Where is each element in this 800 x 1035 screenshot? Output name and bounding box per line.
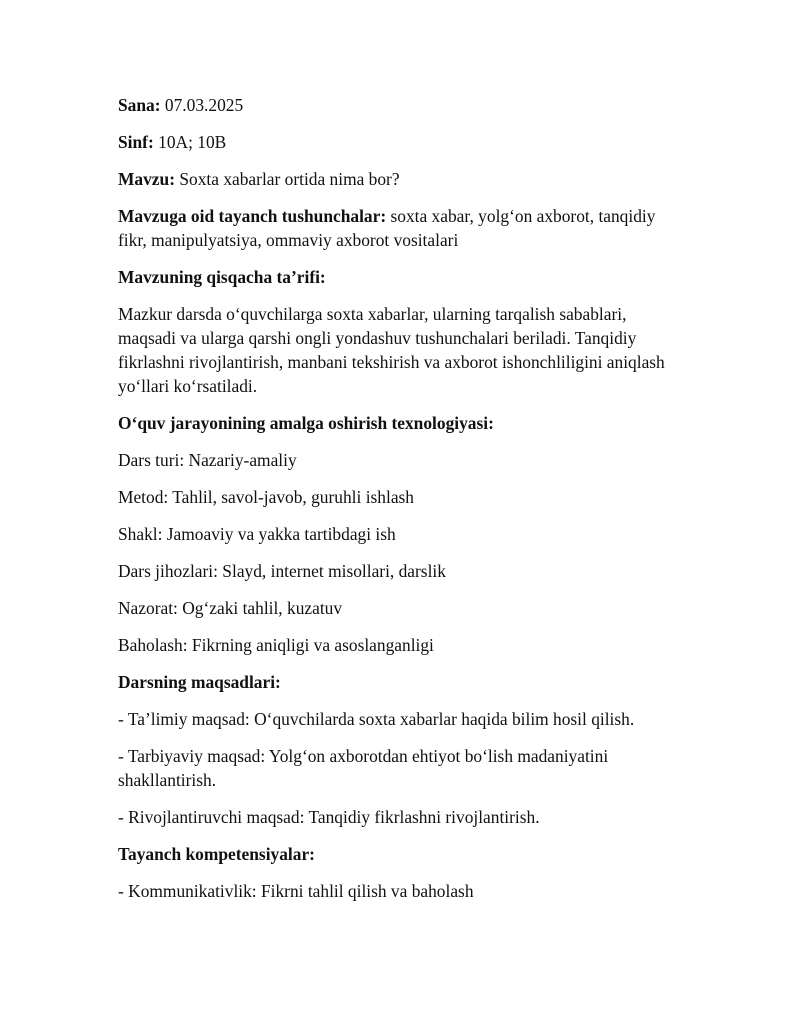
topic-value: Soxta xabarlar ortida nima bor? [179,169,400,189]
technology-item-form: Shakl: Jamoaviy va yakka tartibdagi ish [118,524,396,544]
technology-item-equipment: Dars jihozlari: Slayd, internet misollari, darslik [118,561,446,581]
technology-item-assessment: Baholash: Fikrning aniqligi va asoslanganligi [118,635,434,655]
technology-item-lesson-type: Dars turi: Nazariy-amaliy [118,450,297,470]
class-line [118,130,678,154]
technology-item-method: Metod: Tahlil, savol-javob, guruhli ishlash [118,487,415,507]
topic-line [118,167,678,191]
topic-label: Mavzu: [118,169,175,189]
goal-item-developmental: - Rivojlantiruvchi maqsad: Tanqidiy fikrlashni rivojlantirish. [118,807,540,827]
date-value: 07.03.2025 [164,95,244,115]
class-value: 10A; 10B [158,132,227,152]
concepts-value: soxta xabar, yolg‘on axborot, tanqidiy fikr, manipulyatsiya, ommaviy axborot vositalari [118,206,656,250]
technology-heading: O‘quv jarayonining amalga oshirish texnologiyasi: [118,413,494,433]
goal-item-educational: - Ta’limiy maqsad: O‘quvchilarda soxta xabarlar haqida bilim hosil qilish. [118,709,635,729]
class-label: Sinf: [118,132,154,152]
goals-heading: Darsning maqsadlari: [118,672,281,692]
document-page [118,93,678,916]
competencies-heading: Tayanch kompetensiyalar: [118,844,315,864]
technology-item-control: Nazorat: Og‘zaki tahlil, kuzatuv [118,598,343,618]
date-label: Sana: [118,95,161,115]
concepts-line [118,204,678,252]
competency-item-communicative: - Kommunikativlik: Fikrni tahlil qilish va baholash [118,881,474,901]
summary-text: Mazkur darsda o‘quvchilarga soxta xabarlar, ularning tarqalish sabablari, maqsadi va ularga qarshi ongli yondashuv tushunchalari beriladi. Tanqidiy fikrlashni rivojlantirish, manbani tekshirish va axborot ishonchliligini aniqlash yo‘llari ko‘rsatiladi. [118,304,665,396]
summary-heading: Mavzuning qisqacha ta’rifi: [118,267,326,287]
concepts-label: Mavzuga oid tayanch tushunchalar: [118,206,387,226]
date-line [118,93,678,117]
goal-item-upbringing: - Tarbiyaviy maqsad: Yolg‘on axborotdan ehtiyot bo‘lish madaniyatini shakllantirish. [118,746,609,790]
